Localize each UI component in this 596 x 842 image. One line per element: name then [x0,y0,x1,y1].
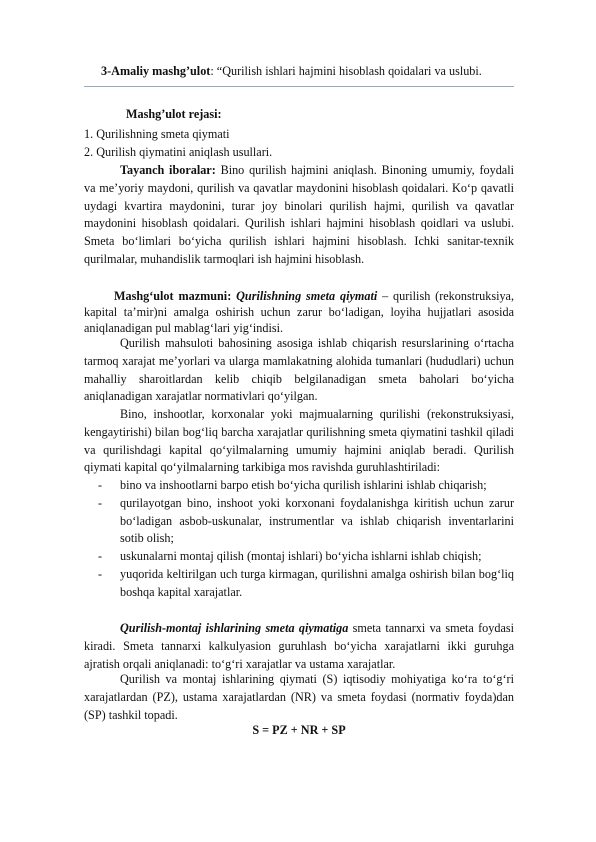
content-paragraph [84,288,514,336]
cost-formula: S = PZ + NR + SP [252,723,346,737]
plan-item: 1. Qurilishning smeta qiymati [84,127,230,141]
list-dash: - [98,566,103,581]
estimate-text: smeta tannarxi va smeta foydasi kiradi. Smeta tannarxi kalkulyasion guruhlash bo‘yicha xarajatlarni ikki guruhga ajratish orqali aniqlanadi: to‘g‘ri xarajatlar va ustama xarajatlar. [84,621,514,671]
list-dash: - [98,549,103,564]
content-label: Mashg‘ulot mazmuni: [114,289,232,303]
list-item-text: bino va inshootlarni barpo etish bo‘yicha qurilish ishlarini ishlab chiqarish; [120,478,487,492]
content-text: – qurilish (rekonstruksiya, kapital ta’mir)ni amalga oshirish uchun zarur bo‘ladigan, loyiha hujjatlari asosida aniqlanadigan pul mablag‘lari yig‘indisi. [84,289,515,335]
page-title [101,63,521,80]
estimate-term: Qurilish-montaj ishlarining smeta qiymatiga [120,621,349,635]
cost-group-list [84,477,514,602]
content-term: Qurilishning smeta qiymati [236,289,378,303]
plan-list [84,126,272,161]
title-rest: : “Qurilish ishlari hajmini hisoblash qoidalari va uslubi. [210,64,482,78]
list-item [84,548,514,566]
list-item-text: yuqorida keltirilgan uch turga kirmagan, qurilishni amalga oshirish bilan bog‘liq boshqa kapital xarajatlar. [120,566,514,599]
list-item [84,477,514,495]
list-item-text: qurilayotgan bino, inshoot yoki korxonani foydalanishga kiritish uchun zarur bo‘ladigan asbob-uskunalar, instrumentlar va ishlab chiqarish inventarlarini sotib olish; [120,495,514,546]
list-item-text: uskunalarni montaj qilish (montaj ishlari) bo‘yicha ishlarni ishlab chiqish; [120,549,482,564]
paragraph-value: Qurilish va montaj ishlarining qiymati (S) iqtisodiy mohiyatiga ko‘ra to‘g‘ri xarajatlardan (PZ), ustama xarajatlardan (NR) va smeta foydasi (normativ foyda)dan (SP) tashkil topadi. [84,672,514,722]
paragraph-costs: Bino, inshootlar, korxonalar yoki majmualarning qurilishi (rekonstruksiyasi, kengaytirishi) bilan bog‘liq barcha xarajatlar qurilishning smeta qiymatini tashkil qiladi va qurilishdagi kapital qo‘yilmalarning umumiy hajmini aniqlab beradi. Qurilish qiymati kapital qo‘yilmalarning tarkibiga mos ravishda guruhlashtiriladi: [84,407,514,475]
plan-item: 2. Qurilish qiymatini aniqlash usullari. [84,144,273,159]
plan-heading: Mashg’ulot rejasi: [126,107,222,121]
list-item [84,495,514,548]
paragraph-resources: Qurilish mahsuloti bahosining asosiga ishlab chiqarish resurslarining o‘rtacha tarmoq xarajat me’yorlari va ularga mamlakatning alohida tumanlari (hududlari) uchun mahalliy sharoitlardan kelib chiqib belgilanadigan smeta baholari bo‘yicha aniqlanadigan xarajatlar normativlari qo‘yilgan. [84,336,514,404]
key-terms-label: Tayanch iboralar: [120,163,216,177]
list-item [84,566,514,602]
key-terms-text: Bino qurilish hajmini aniqlash. Binoning umumiy, foydali va me’yoriy maydoni, qurilish va qavatlar maydonini hisoblash qoidalari. Ko‘p qavatli uydagi kvartira maydonini, turar joy binolari qurilish hajmi, qurilish va qavatlar maydonini hisoblash qoidalari. Qurilish ishlari hajmini hisoblash qoidlari va uslubi. Smeta bo‘limlari bo‘yicha qurilish ishlari hajmini hisoblash. Ichki sanitar-texnik qurilmalar, muhandislik tarmoqlari ish hajmini hisoblash. [84,163,514,266]
key-terms-paragraph [84,162,514,269]
list-dash: - [98,478,103,492]
title-prefix: 3-Amaliy mashg’ulot [101,64,211,78]
paragraph-estimate [84,620,514,673]
list-dash: - [98,495,103,510]
title-divider [84,86,514,87]
